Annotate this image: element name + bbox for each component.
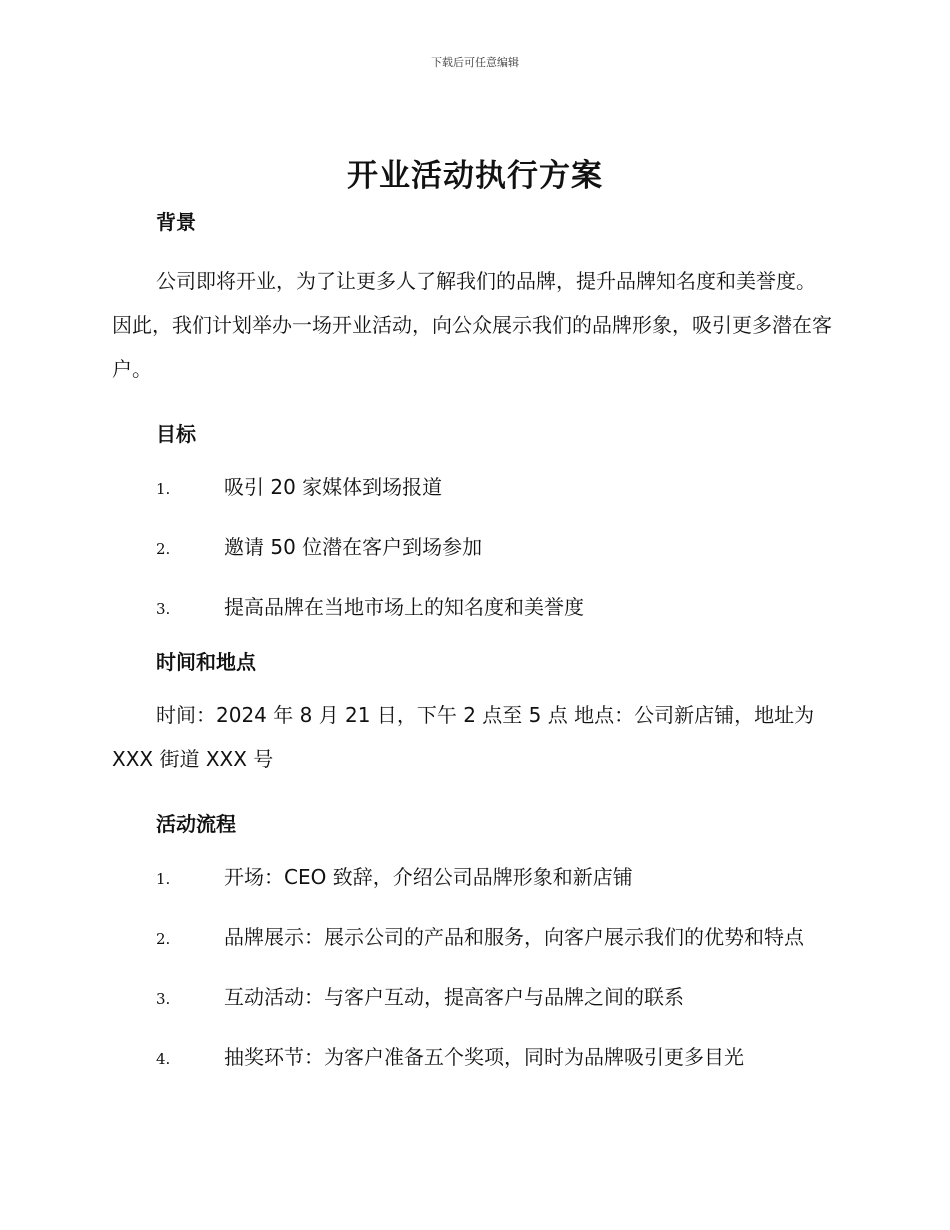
list-item [112, 585, 832, 631]
list-item [112, 975, 832, 1021]
list-item [112, 915, 832, 961]
list-number: 3. [156, 990, 171, 1008]
section-heading-time-place: 时间和地点 [156, 650, 256, 674]
list-number: 2. [156, 540, 171, 558]
list-item-text: 开场：CEO 致辞，介绍公司品牌形象和新店铺 [224, 865, 633, 889]
list-item-text: 抽奖环节：为客户准备五个奖项，同时为品牌吸引更多目光 [224, 1045, 744, 1069]
section-heading-process: 活动流程 [156, 812, 236, 836]
background-paragraph: 公司即将开业，为了让更多人了解我们的品牌，提升品牌知名度和美誉度。因此，我们计划举办一场开业活动，向公众展示我们的品牌形象，吸引更多潜在客户。 [112, 269, 832, 381]
list-number: 2. [156, 930, 171, 948]
time-place-paragraph: 时间：2024 年 8 月 21 日，下午 2 点至 5 点 地点：公司新店铺，地址为 XXX 街道 XXX 号 [112, 703, 815, 771]
list-number: 3. [156, 600, 171, 618]
list-number: 1. [156, 480, 171, 498]
list-item [112, 1035, 832, 1081]
list-item [112, 465, 832, 511]
list-item-text: 品牌展示：展示公司的产品和服务，向客户展示我们的优势和特点 [224, 925, 804, 949]
list-number: 1. [156, 870, 171, 888]
process-list [112, 855, 832, 1081]
goals-list [112, 465, 832, 631]
list-item [112, 525, 832, 571]
list-item-text: 吸引 20 家媒体到场报道 [224, 475, 443, 499]
list-item-text: 提高品牌在当地市场上的知名度和美誉度 [224, 595, 584, 619]
list-item [112, 855, 832, 901]
section-heading-background: 背景 [156, 210, 196, 234]
list-item-text: 互动活动：与客户互动，提高客户与品牌之间的联系 [224, 985, 684, 1009]
document-body [112, 205, 832, 1081]
section-heading-goals: 目标 [156, 422, 196, 446]
list-item-text: 邀请 50 位潜在客户到场参加 [224, 535, 483, 559]
document-title: 开业活动执行方案 [347, 158, 603, 194]
header-note: 下载后可任意编辑 [431, 56, 519, 69]
list-number: 4. [156, 1050, 171, 1068]
